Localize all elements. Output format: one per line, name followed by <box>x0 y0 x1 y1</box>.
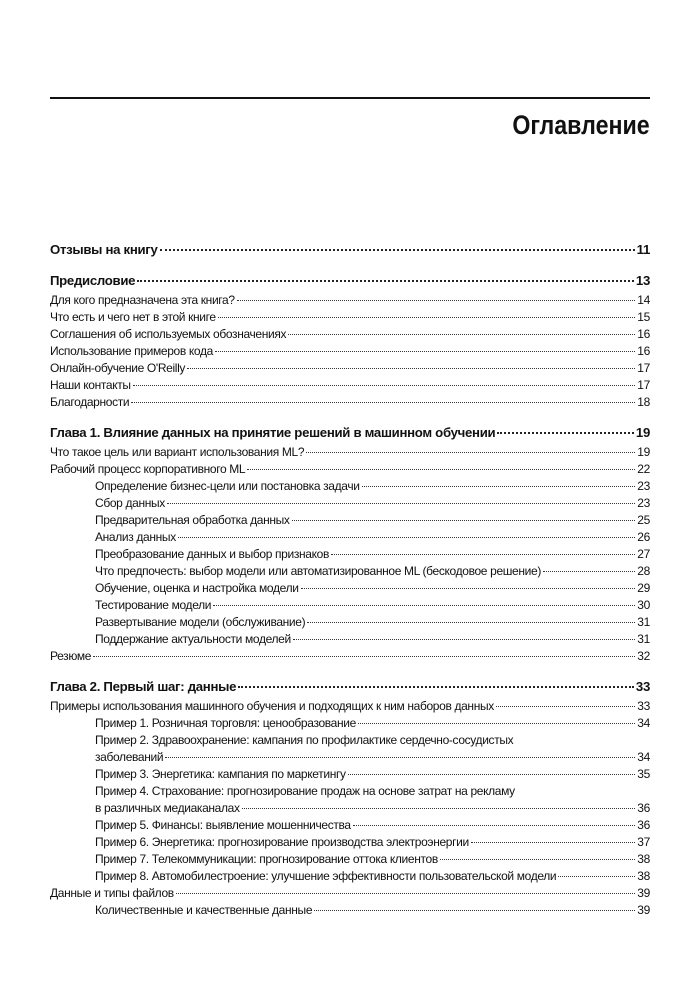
toc-subentry[interactable] <box>95 615 650 629</box>
toc-entry-label: Пример 6. Энергетика: прогнозирование производства электроэнергии <box>95 835 469 849</box>
toc-entry-page: 37 <box>637 835 650 849</box>
toc-entry-label: Анализ данных <box>95 530 176 544</box>
dot-leader <box>242 808 636 809</box>
toc-subentry[interactable] <box>95 513 650 527</box>
toc-entry-label: Тестирование модели <box>95 598 212 612</box>
toc-subentry[interactable] <box>95 496 650 510</box>
toc-entry-page: 18 <box>637 395 650 409</box>
dot-leader <box>293 639 635 640</box>
toc-entry-page: 39 <box>637 886 650 900</box>
toc-entry-reviews[interactable] <box>50 242 650 257</box>
toc-entry-label: Отзывы на книгу <box>50 242 158 257</box>
dot-leader <box>301 588 636 589</box>
toc-subentry[interactable] <box>95 581 650 595</box>
toc-entry[interactable] <box>50 649 650 663</box>
header-rule <box>50 97 650 99</box>
toc-entry-page: 17 <box>637 378 650 392</box>
dot-leader <box>353 825 635 826</box>
toc-entry-label: Предварительная обработка данных <box>95 513 290 527</box>
toc-entry-label: Примеры использования машинного обучения и подходящих к ним наборов данных <box>50 699 494 713</box>
toc-entry[interactable] <box>50 462 650 476</box>
toc-entry-page: 11 <box>636 242 650 257</box>
toc-entry[interactable] <box>50 293 650 307</box>
toc-entry-label-line1: Пример 4. Страхование: прогнозирование продаж на основе затрат на рекламу <box>95 784 515 798</box>
dot-leader <box>133 385 636 386</box>
toc-entry-label: Глава 1. Влияние данных на принятие решений в машинном обучении <box>50 425 496 440</box>
toc-entry-page: 29 <box>637 581 650 595</box>
toc-entry-label: Пример 1. Розничная торговля: ценообразование <box>95 716 356 730</box>
toc-entry-page: 14 <box>637 293 650 307</box>
toc-entry-label: Для кого предназначена эта книга? <box>50 293 235 307</box>
toc-entry-label: Поддержание актуальности моделей <box>95 632 291 646</box>
toc-subentry[interactable] <box>95 598 650 612</box>
toc-entry-page: 38 <box>637 869 650 883</box>
toc-entry-page: 16 <box>637 327 650 341</box>
toc-entry-page: 35 <box>637 767 650 781</box>
dot-leader <box>165 757 635 758</box>
toc-entry-page: 13 <box>635 273 650 288</box>
dot-leader <box>93 656 635 657</box>
toc-subentry[interactable] <box>95 852 650 866</box>
toc-entry-page: 23 <box>637 496 650 510</box>
toc-entry-page: 15 <box>637 310 650 324</box>
dot-leader <box>178 537 635 538</box>
dot-leader <box>213 605 635 606</box>
dot-leader <box>348 774 636 775</box>
toc-entry-label: Рабочий процесс корпоративного ML <box>50 462 246 476</box>
toc-subentry[interactable] <box>95 547 650 561</box>
toc-entry-label-line1: Пример 2. Здравоохранение: кампания по профилактике сердечно-сосудистых <box>95 733 514 747</box>
dot-leader <box>543 571 635 572</box>
toc-entry-chapter-1[interactable] <box>50 425 650 440</box>
toc-entry-label: заболеваний <box>95 750 164 764</box>
toc-entry[interactable] <box>50 310 650 324</box>
toc-entry-label: Глава 2. Первый шаг: данные <box>50 679 237 694</box>
dot-leader <box>314 910 635 911</box>
toc-entry-page: 36 <box>637 801 650 815</box>
dot-leader <box>237 300 636 301</box>
toc-entry-label: Что такое цель или вариант использования ML? <box>50 445 305 459</box>
toc-entry-label: Резюме <box>50 649 92 663</box>
toc-subentry[interactable] <box>95 733 650 764</box>
dot-leader <box>358 723 635 724</box>
dot-leader <box>440 859 635 860</box>
toc-subentry[interactable] <box>95 716 650 730</box>
toc-entry-label: Определение бизнес-цели или постановка задачи <box>95 479 360 493</box>
toc-entry-page: 36 <box>637 818 650 832</box>
toc-subentry[interactable] <box>95 869 650 883</box>
toc-entry-label: Предисловие <box>50 273 136 288</box>
dot-leader <box>131 402 635 403</box>
toc-entry-page: 34 <box>637 750 650 764</box>
toc-entry-page: 16 <box>637 344 650 358</box>
toc-entry-label: Онлайн-обучение O'Reilly <box>50 361 186 375</box>
toc-entry-page: 33 <box>637 699 650 713</box>
dot-leader <box>160 249 635 251</box>
toc-entry-label: Что предпочесть: выбор модели или автоматизированное ML (бескодовое решение) <box>95 564 541 578</box>
toc-subentry[interactable] <box>95 530 650 544</box>
toc-entry-page: 22 <box>637 462 650 476</box>
page-title: Оглавление <box>512 110 650 140</box>
toc-entry[interactable] <box>50 361 650 375</box>
dot-leader <box>288 334 635 335</box>
toc-entry-label: Обучение, оценка и настройка модели <box>95 581 299 595</box>
toc-entry-page: 19 <box>635 425 650 440</box>
toc-entry[interactable] <box>50 395 650 409</box>
toc-entry[interactable] <box>50 445 650 459</box>
toc-entry-page: 31 <box>637 615 650 629</box>
toc-entry-page: 27 <box>637 547 650 561</box>
toc-entry[interactable] <box>50 344 650 358</box>
toc-entry-preface[interactable] <box>50 273 650 288</box>
dot-leader <box>187 368 635 369</box>
toc-entry-label: Количественные и качественные данные <box>95 903 313 917</box>
toc-entry-label: Благодарности <box>50 395 130 409</box>
toc-entry-label: Наши контакты <box>50 378 131 392</box>
dot-leader <box>238 686 634 688</box>
toc-entry-page: 23 <box>637 479 650 493</box>
toc-entry-label: Преобразование данных и выбор признаков <box>95 547 329 561</box>
dot-leader <box>497 432 634 434</box>
toc-entry-label: Пример 7. Телекоммуникации: прогнозирование оттока клиентов <box>95 852 438 866</box>
toc-subentry[interactable] <box>95 818 650 832</box>
toc-entry-page: 39 <box>637 903 650 917</box>
toc-entry-page: 33 <box>635 679 650 694</box>
toc-entry-label: Развертывание модели (обслуживание) <box>95 615 306 629</box>
dot-leader <box>496 706 635 707</box>
dot-leader <box>215 351 635 352</box>
toc-entry-label: Соглашения об используемых обозначениях <box>50 327 287 341</box>
toc-entry[interactable] <box>50 378 650 392</box>
toc-entry-label: Пример 3. Энергетика: кампания по маркетингу <box>95 767 346 781</box>
toc-subentry[interactable] <box>95 784 650 815</box>
toc-subentry[interactable] <box>95 903 650 917</box>
toc-entry-label: Сбор данных <box>95 496 165 510</box>
dot-leader <box>558 876 635 877</box>
toc-subentry[interactable] <box>95 767 650 781</box>
toc-entry[interactable] <box>50 886 650 900</box>
dot-leader <box>362 486 636 487</box>
toc-entry-page: 26 <box>637 530 650 544</box>
toc-subentry[interactable] <box>95 479 650 493</box>
toc-entry[interactable] <box>50 699 650 713</box>
dot-leader <box>306 452 635 453</box>
toc-entry-label: Что есть и чего нет в этой книге <box>50 310 216 324</box>
dot-leader <box>471 842 635 843</box>
toc-entry-page: 38 <box>637 852 650 866</box>
toc-entry-label: Пример 5. Финансы: выявление мошенничества <box>95 818 351 832</box>
dot-leader <box>247 469 635 470</box>
toc-subentry[interactable] <box>95 835 650 849</box>
toc-entry-label: Данные и типы файлов <box>50 886 174 900</box>
toc-entry-page: 17 <box>637 361 650 375</box>
dot-leader <box>307 622 635 623</box>
toc-subentry[interactable] <box>95 564 650 578</box>
dot-leader <box>331 554 635 555</box>
toc-entry-page: 31 <box>637 632 650 646</box>
toc-entry-page: 30 <box>637 598 650 612</box>
dot-leader <box>292 520 636 521</box>
dot-leader <box>218 317 636 318</box>
toc-entry-label: в различных медиаканалах <box>95 801 240 815</box>
toc-entry-page: 25 <box>637 513 650 527</box>
toc-entry-page: 34 <box>637 716 650 730</box>
toc-entry-page: 19 <box>637 445 650 459</box>
toc-entry-chapter-2[interactable] <box>50 679 650 694</box>
toc-entry-label: Использование примеров кода <box>50 344 213 358</box>
dot-leader <box>167 503 635 504</box>
toc-entry-label: Пример 8. Автомобилестроение: улучшение эффективности пользовательской модели <box>95 869 557 883</box>
dot-leader <box>137 280 634 282</box>
toc-entry[interactable] <box>50 327 650 341</box>
toc-entry-page: 32 <box>637 649 650 663</box>
toc-subentry[interactable] <box>95 632 650 646</box>
toc-entry-page: 28 <box>637 564 650 578</box>
dot-leader <box>176 893 635 894</box>
